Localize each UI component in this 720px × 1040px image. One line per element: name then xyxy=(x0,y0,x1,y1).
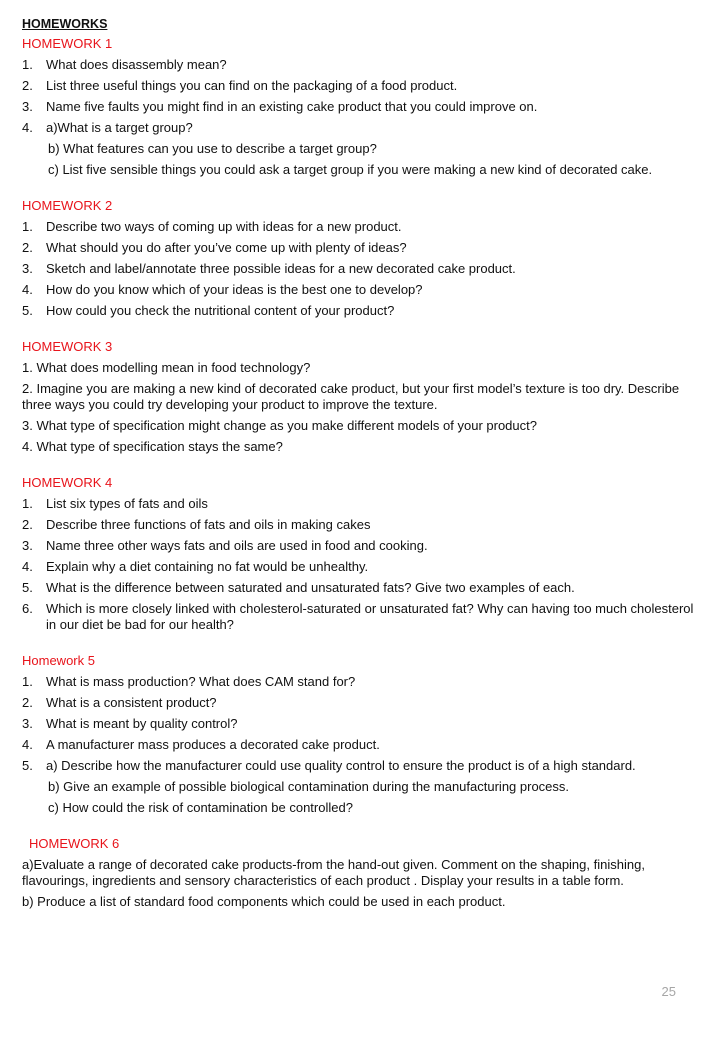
page-number: 25 xyxy=(661,984,676,999)
item-text: Sketch and label/annotate three possible ideas for a new decorated cake product. xyxy=(46,261,516,276)
list-item xyxy=(22,303,694,319)
list-item xyxy=(22,99,694,115)
item-text: Describe two ways of coming up with ideas for a new product. xyxy=(46,219,402,234)
item-number: 4. xyxy=(22,282,33,297)
question-paragraph-b: b) Produce a list of standard food components which could be used in each product. xyxy=(22,894,506,909)
question-paragraph: 4. What type of specification stays the same? xyxy=(22,439,283,454)
item-text: What is the difference between saturated and unsaturated fats? Give two examples of each. xyxy=(46,580,575,595)
item-text: How do you know which of your ideas is the best one to develop? xyxy=(46,282,423,297)
document-title: HOMEWORKS xyxy=(22,17,108,31)
item-text: a)What is a target group? xyxy=(46,120,193,135)
item-number: 3. xyxy=(22,716,33,731)
item-text: List six types of fats and oils xyxy=(46,496,208,511)
sub-question-b: b) What features can you use to describe a target group? xyxy=(48,141,377,156)
item-text: List three useful things you can find on the packaging of a food product. xyxy=(46,78,458,93)
homework-5-heading: Homework 5 xyxy=(22,653,95,668)
item-number: 1. xyxy=(22,219,33,234)
item-text: What does disassembly mean? xyxy=(46,57,227,72)
list-item xyxy=(22,674,694,690)
list-item xyxy=(22,240,694,256)
homework-1-section xyxy=(22,36,694,178)
item-number: 5. xyxy=(22,758,33,773)
homework-3-section xyxy=(22,339,694,455)
homework-4-heading: HOMEWORK 4 xyxy=(22,475,113,490)
item-text: A manufacturer mass produces a decorated cake product. xyxy=(46,737,380,752)
item-number: 2. xyxy=(22,78,33,93)
item-number: 4. xyxy=(22,559,33,574)
item-number: 3. xyxy=(22,99,33,114)
item-text: What should you do after you’ve come up with plenty of ideas? xyxy=(46,240,407,255)
item-text: a) Describe how the manufacturer could use quality control to ensure the product is of a high standard. xyxy=(46,758,636,773)
homework-6-heading: HOMEWORK 6 xyxy=(29,836,120,851)
homework-5-section xyxy=(22,653,694,816)
homework-2-section xyxy=(22,198,694,319)
list-item xyxy=(22,282,694,298)
item-text: Describe three functions of fats and oils in making cakes xyxy=(46,517,371,532)
item-number: 3. xyxy=(22,261,33,276)
list-item xyxy=(22,580,694,596)
item-text: Name three other ways fats and oils are used in food and cooking. xyxy=(46,538,428,553)
item-number: 2. xyxy=(22,695,33,710)
sub-question-c: c) How could the risk of contamination be controlled? xyxy=(48,800,353,815)
homework-4-section xyxy=(22,475,694,633)
item-number: 2. xyxy=(22,517,33,532)
item-text: What is meant by quality control? xyxy=(46,716,238,731)
question-paragraph: 3. What type of specification might change as you make different models of your product? xyxy=(22,418,537,433)
item-text: Explain why a diet containing no fat would be unhealthy. xyxy=(46,559,369,574)
document-page xyxy=(22,16,694,930)
item-number: 4. xyxy=(22,737,33,752)
question-paragraph-a: a)Evaluate a range of decorated cake products-from the hand-out given. Comment on the shaping, finishing, flavourings, ingredients and sensory characteristics of each product . Display your results in a table form. xyxy=(22,857,645,888)
list-item xyxy=(22,219,694,235)
homework-6-section xyxy=(22,836,694,910)
list-item xyxy=(22,261,694,277)
homework-3-heading: HOMEWORK 3 xyxy=(22,339,113,354)
item-text: What is a consistent product? xyxy=(46,695,217,710)
list-item xyxy=(22,737,694,753)
question-paragraph: 2. Imagine you are making a new kind of decorated cake product, but your first model’s texture is too dry. Describe three ways you could try developing your product to improve the texture. xyxy=(22,381,680,412)
list-item xyxy=(22,517,694,533)
item-number: 1. xyxy=(22,496,33,511)
homework-2-heading: HOMEWORK 2 xyxy=(22,198,113,213)
item-number: 5. xyxy=(22,303,33,318)
item-number: 1. xyxy=(22,57,33,72)
list-item xyxy=(22,695,694,711)
item-number: 5. xyxy=(22,580,33,595)
list-item xyxy=(22,496,694,512)
question-paragraph: 1. What does modelling mean in food technology? xyxy=(22,360,311,375)
list-item xyxy=(22,559,694,575)
list-item xyxy=(22,601,694,633)
list-item xyxy=(22,120,694,136)
item-number: 2. xyxy=(22,240,33,255)
item-text: Which is more closely linked with cholesterol-saturated or unsaturated fat? Why can having too much cholesterol in our diet be bad for our health? xyxy=(46,601,694,632)
list-item xyxy=(22,57,694,73)
sub-question-c: c) List five sensible things you could ask a target group if you were making a new kind of decorated cake. xyxy=(48,162,653,177)
item-text: How could you check the nutritional content of your product? xyxy=(46,303,395,318)
item-number: 4. xyxy=(22,120,33,135)
list-item xyxy=(22,716,694,732)
item-text: Name five faults you might find in an existing cake product that you could improve on. xyxy=(46,99,538,114)
list-item xyxy=(22,758,694,774)
item-number: 6. xyxy=(22,601,33,616)
list-item xyxy=(22,538,694,554)
list-item xyxy=(22,78,694,94)
item-text: What is mass production? What does CAM stand for? xyxy=(46,674,356,689)
item-number: 1. xyxy=(22,674,33,689)
homework-1-heading: HOMEWORK 1 xyxy=(22,36,113,51)
sub-question-b: b) Give an example of possible biological contamination during the manufacturing process. xyxy=(48,779,570,794)
item-number: 3. xyxy=(22,538,33,553)
